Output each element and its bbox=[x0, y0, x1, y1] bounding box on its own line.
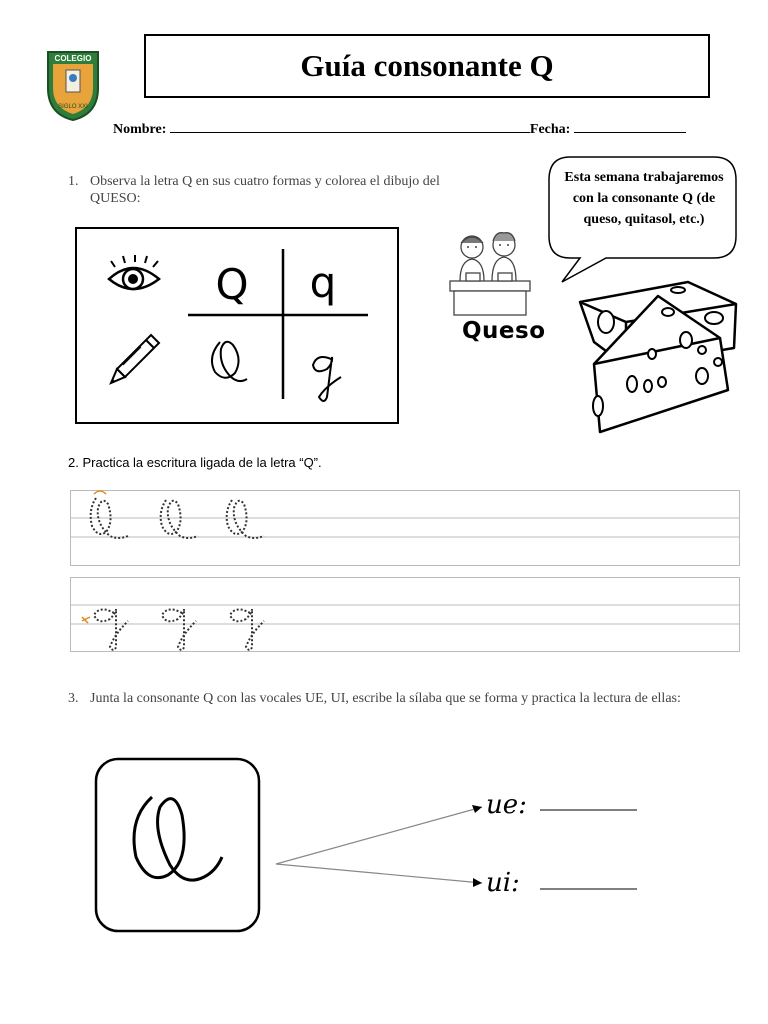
title-box bbox=[144, 34, 710, 98]
name-field[interactable] bbox=[170, 120, 530, 133]
name-label: Nombre: bbox=[113, 122, 167, 137]
print-upper-q: Q bbox=[215, 260, 249, 309]
svg-text:COLEGIO: COLEGIO bbox=[54, 54, 92, 63]
arrow-ui bbox=[276, 864, 482, 883]
page-title: Guía consonante Q bbox=[300, 48, 554, 83]
date-field[interactable] bbox=[574, 120, 686, 133]
writing-lines-upper bbox=[70, 490, 740, 566]
syllable-ui: ui: bbox=[486, 868, 520, 898]
letter-forms-box bbox=[75, 227, 399, 424]
speech-bubble-text: Esta semana trabajaremos con la consonante Q (de queso, quitasol, etc.) bbox=[564, 170, 724, 227]
picture-word: Queso bbox=[462, 318, 546, 344]
instruction-2: 2. Practica la escritura ligada de la letra “Q”. bbox=[68, 455, 322, 470]
instruction-3: 3. Junta la consonante Q con las vocales UE, UI, escribe la sílaba que se forma y practica la lectura de ellas: bbox=[68, 691, 681, 706]
q-card bbox=[96, 759, 259, 931]
arrow-ue bbox=[276, 807, 482, 864]
syllable-ue: ue: bbox=[486, 790, 527, 820]
instruction-1: 1. Observa la letra Q en sus cuatro formas y colorea el dibujo del QUESO: bbox=[68, 174, 440, 206]
date-label: Fecha: bbox=[529, 122, 571, 137]
name-date-line bbox=[113, 120, 686, 138]
school-logo bbox=[44, 48, 102, 122]
children-reading-icon bbox=[446, 229, 534, 319]
cheese-icon bbox=[570, 278, 740, 434]
syllable-diagram bbox=[94, 757, 654, 935]
svg-text:SIGLO XXI: SIGLO XXI bbox=[58, 104, 88, 110]
writing-lines-lower bbox=[70, 577, 740, 652]
print-lower-q: q bbox=[309, 258, 337, 307]
